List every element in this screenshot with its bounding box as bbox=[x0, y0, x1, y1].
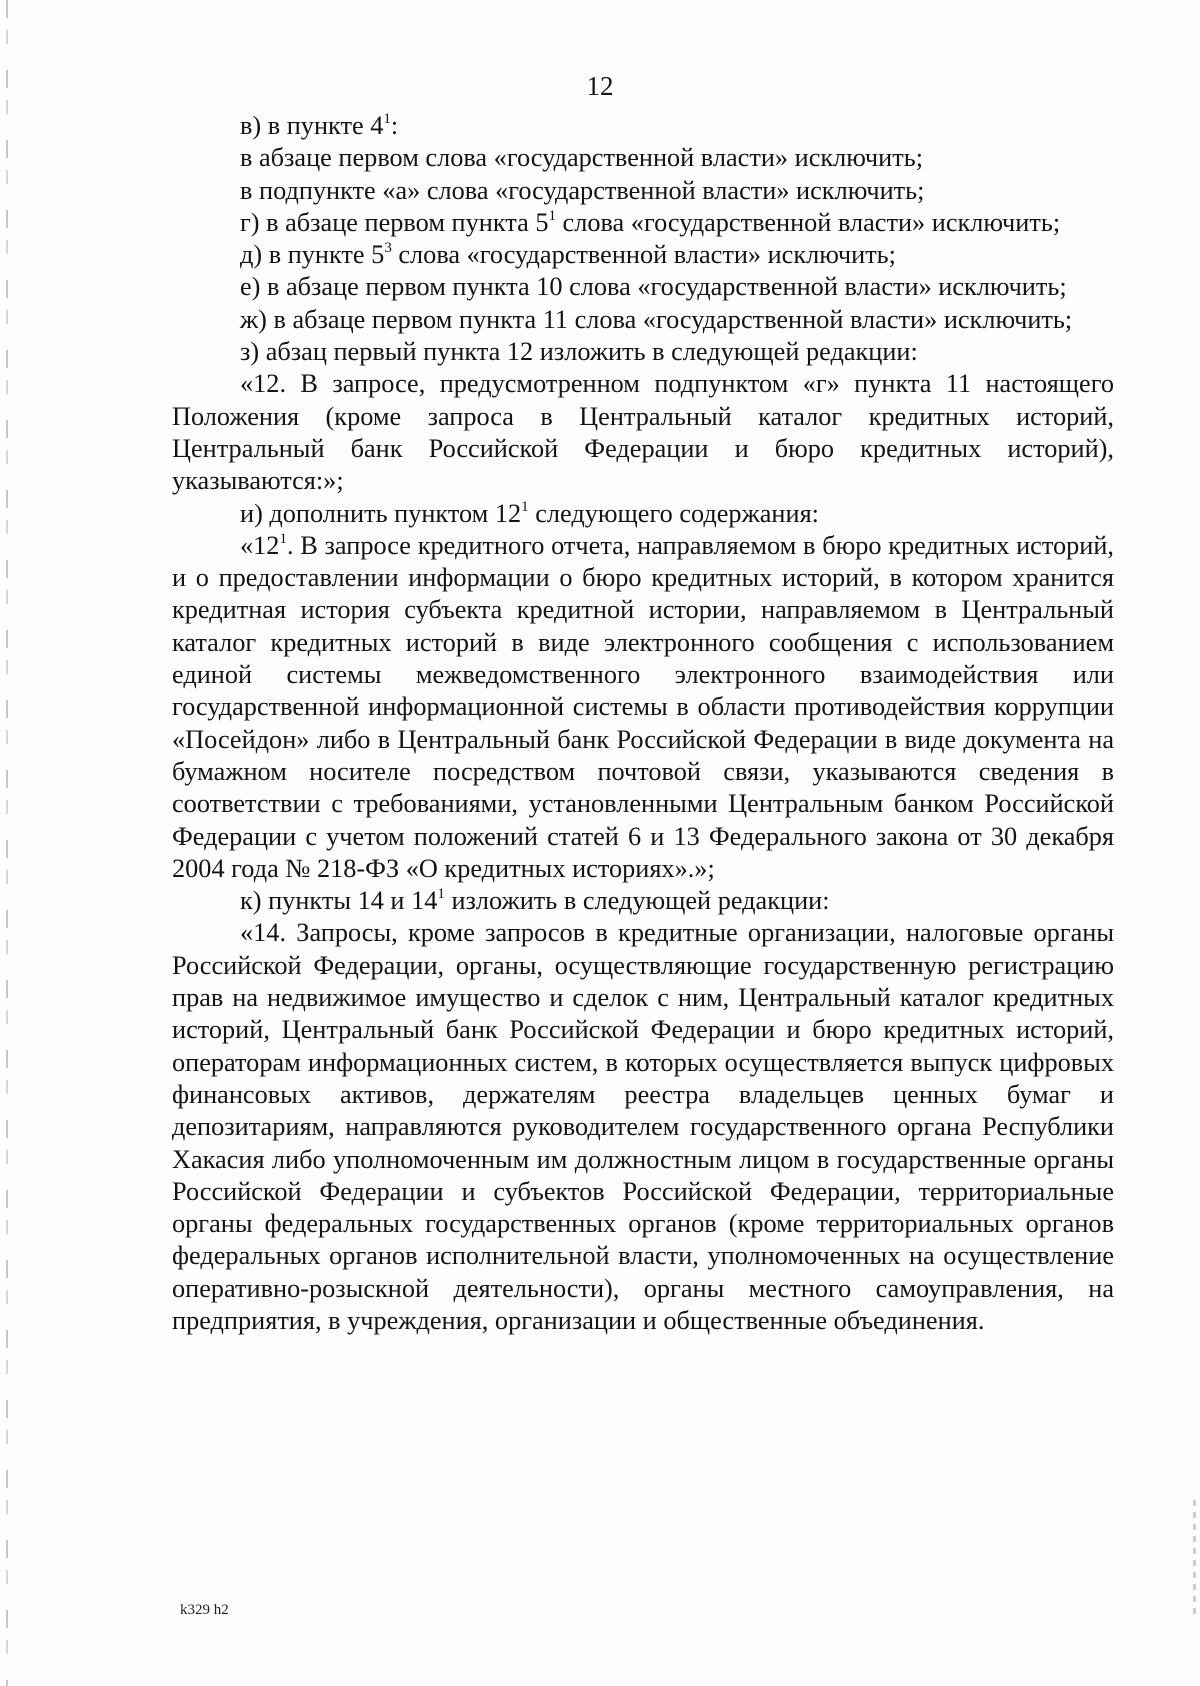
paragraph-i: и) дополнить пунктом $12^1$ следующего содержания: bbox=[240, 498, 819, 528]
paragraph-k: к) пункты 14 и $14^1$ изложить в следующей редакции: bbox=[240, 886, 830, 916]
paragraph-g: г) в абзаце первом пункта $5^1$ слова «государственной власти» исключить; bbox=[240, 207, 1061, 237]
paragraph-quote-12-1: «$12^1$. В запросе кредитного отчета, направляемом в бюро кредитных историй, и о предоставлении информации о бюро кредитных историй, в котором хранится кредитная история субъекта кредитной истории, направляемом в Центральный каталог кредитных историй в виде электронного сообщения с использованием единой системы межведомственного электронного взаимодействия или государственной информационной системы в области противодействия коррупции «Посейдон» либо в Центральный банк Российской Федерации в виде документа на бумажном носителе посредством почтовой связи, указываются сведения в соответствии с требованиями, установленными Центральным банком Российской Федерации с учетом положений статей 6 и 13 Федерального закона от 30 декабря 2004 года № 218-ФЗ «О кредитных историях».»; bbox=[172, 530, 1114, 883]
paragraph-v: в) в пункте $4^1$: bbox=[240, 111, 399, 140]
paragraph-v-abzac: в абзаце первом слова «государственной власти» исключить; bbox=[240, 143, 924, 173]
page-number: 12 bbox=[586, 71, 614, 101]
paragraph-d: д) в пункте $5^3$ слова «государственной власти» исключить; bbox=[240, 240, 896, 270]
footer-code: k329 h2 bbox=[180, 1602, 229, 1618]
scan-edge-right bbox=[1193, 1500, 1196, 1620]
paragraph-quote-14: «14. Запросы, кроме запросов в кредитные организации, налоговые органы Российской Федерации, органы, осуществляющие государственную регистрацию прав на недвижимое имущество и сделок с ним, Центральный каталог кредитных историй, Центральный банк Российской Федерации и бюро кредитных историй, операторам информационных систем, в которых осуществляется выпуск цифровых финансовых активов, держателям реестра владельцев ценных бумаг и депозитариям, направляются руководителем государственного органа Республики Хакасия либо уполномоченным им должностным лицом в государственные органы Российской Федерации и субъектов Российской Федерации, территориальные органы федеральных государственных органов (кроме территориальных органов федеральных органов исполнительной власти, уполномоченных на осуществление оперативно-розыскной деятельности), органы местного самоуправления, на предприятия, в учреждения, организации и общественные объединения. bbox=[172, 918, 1114, 1335]
paragraph-quote-12: «12. В запросе, предусмотренном подпунктом «г» пункта 11 настоящего Положения (кроме запроса в Центральный каталог кредитных историй, Центральный банк Российской Федерации и бюро кредитных историй), указываются:»; bbox=[172, 369, 1114, 496]
paragraph-z: з) абзац первый пункта 12 изложить в следующей редакции: bbox=[240, 337, 918, 367]
document-body bbox=[172, 110, 1114, 1337]
paragraph-zh: ж) в абзаце первом пункта 11 слова «государственной власти» исключить; bbox=[240, 304, 1073, 334]
paragraph-v-podpunkt: в подпункте «а» слова «государственной власти» исключить; bbox=[240, 175, 925, 205]
paragraph-e: е) в абзаце первом пункта 10 слова «государственной власти» исключить; bbox=[240, 272, 1067, 302]
scan-edge-left bbox=[6, 0, 8, 1686]
